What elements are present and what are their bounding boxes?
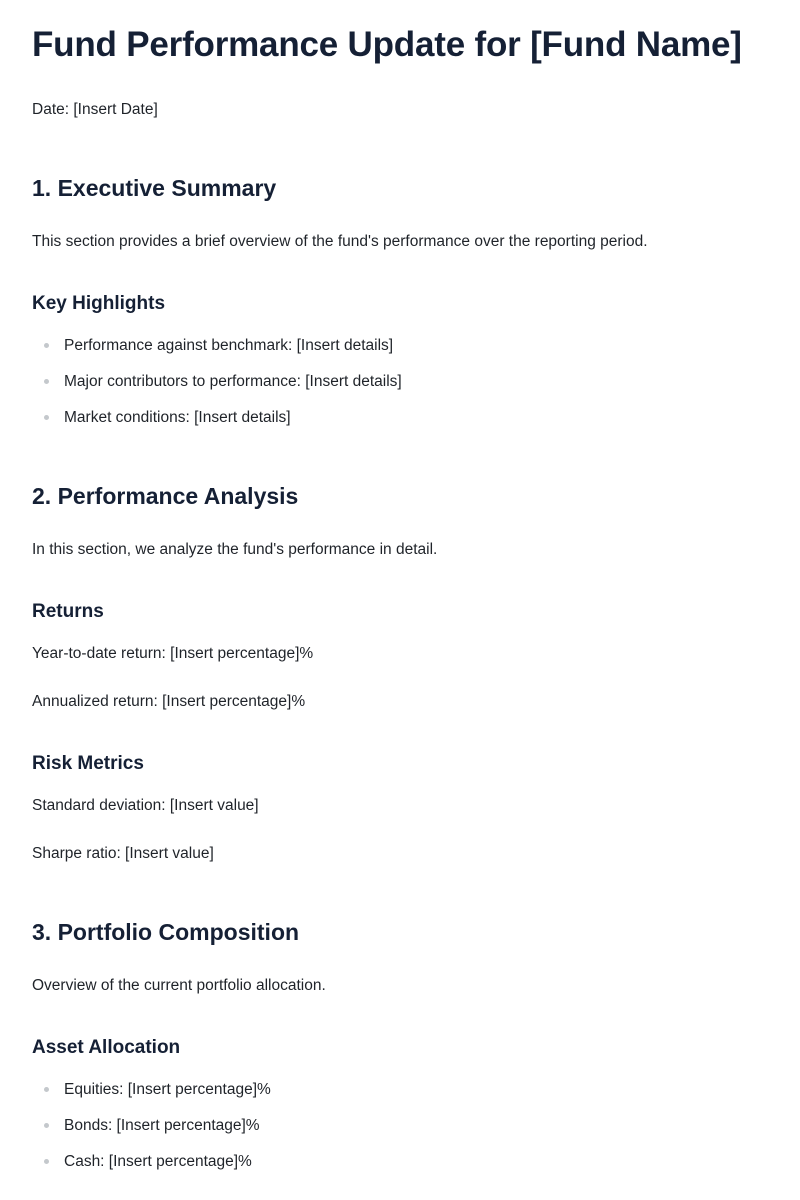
list-item-text: Major contributors to performance: [Insert details] (64, 373, 402, 390)
subheading-key-highlights: Key Highlights (32, 293, 166, 314)
list-item-text: Bonds: [Insert percentage]% (64, 1117, 260, 1134)
list-item-text: Cash: [Insert percentage]% (64, 1153, 252, 1170)
standard-deviation: Standard deviation: [Insert value] (32, 797, 259, 814)
bullet-icon (44, 343, 49, 348)
bullet-icon (44, 1159, 49, 1164)
list-item-text: Equities: [Insert percentage]% (64, 1081, 271, 1098)
subheading-asset-allocation: Asset Allocation (32, 1037, 181, 1058)
bullet-icon (44, 1123, 49, 1128)
list-item-text: Market conditions: [Insert details] (64, 409, 291, 426)
section-heading-portfolio-composition: 3. Portfolio Composition (32, 919, 300, 945)
section-heading-performance-analysis: 2. Performance Analysis (32, 483, 299, 509)
subheading-returns: Returns (32, 601, 104, 622)
document-date: Date: [Insert Date] (32, 101, 158, 118)
list-item-text: Performance against benchmark: [Insert details] (64, 337, 394, 354)
performance-analysis-intro: In this section, we analyze the fund's performance in detail. (32, 541, 438, 558)
ytd-return: Year-to-date return: [Insert percentage]% (32, 645, 314, 662)
subheading-risk-metrics: Risk Metrics (32, 753, 144, 774)
portfolio-composition-intro: Overview of the current portfolio allocation. (32, 977, 326, 994)
executive-summary-intro: This section provides a brief overview of the fund's performance over the reporting period. (32, 233, 648, 250)
sharpe-ratio: Sharpe ratio: [Insert value] (32, 845, 214, 862)
annualized-return: Annualized return: [Insert percentage]% (32, 693, 306, 710)
bullet-icon (44, 1087, 49, 1092)
document-title: Fund Performance Update for [Fund Name] (32, 25, 742, 64)
bullet-icon (44, 379, 49, 384)
section-heading-executive-summary: 1. Executive Summary (32, 175, 277, 201)
bullet-icon (44, 415, 49, 420)
